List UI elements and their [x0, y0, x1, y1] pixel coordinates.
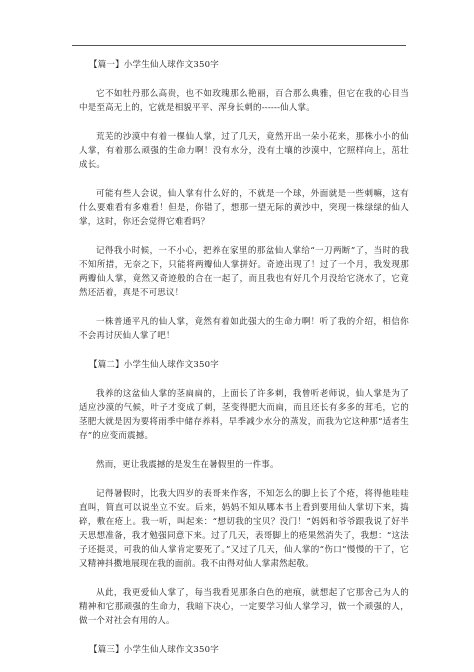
paragraph: 它不如牡丹那么高贵，也不如玫瑰那么艳丽，百合那么典雅，但它在我的心目当中是至高无上的，它就是相貌平平、浑身长刺的------仙人掌。 — [79, 89, 409, 113]
section-heading: 【篇一】小学生仙人球作文350字 — [89, 60, 219, 70]
section-heading: 【篇二】小学生仙人球作文350字 — [89, 360, 219, 370]
paragraph: 一株普通平凡的仙人掌，竟然有着如此强大的生命力啊！听了我的介绍，相信你不会再讨厌仙人掌了吧！ — [79, 317, 409, 341]
section-1 — [79, 58, 409, 343]
paragraph: 记得暑假时，比我大四岁的表哥来作客，不知怎么的脚上长了个疮，将得他哇哇直叫，简直可以说坐立不安。后来，妈妈不知从哪本书上看到要用仙人掌切下来，捣碎，敷在疮上。我一听，叫起来：“想切我的宝贝？没门！”妈妈和爷爷跟我说了好半天思想准备，我才勉强同意下来。过了几天，表哥脚上的疮果然消失了，我想：“这法子还挺灵，可我的仙人掌肯定要死了。”又过了几天，仙人掌的“伤口”慢慢的干了，它又精神抖擞地展现在我的面前。我不由得对仙人掌肃然起敬。 — [79, 489, 409, 569]
top-divider — [72, 45, 406, 46]
paragraph: 从此，我更爱仙人掌了，每当我看见那条白色的疤痕，就想起了它那舍己为人的精神和它那顽强的生命力，我暗下决心，一定要学习仙人掌学习，做一个顽强的人，做一个对社会有用的人。 — [79, 588, 409, 626]
paragraph: 我养的这盆仙人掌的茎扁扁的，上面长了许多刺，我曾听老师说，仙人掌是为了适应沙漠的气候，叶子才变成了刺，茎变得肥大而扁，而且还长有多多的茸毛，它的茎肥大就是因为要将雨季中储存养料，早季减少水分的蒸发，而我为它这种那“适者生存”的应变而震撼。 — [79, 389, 409, 441]
paragraph: 荒芜的沙漠中有着一棵仙人掌，过了几天，竟然开出一朵小花来，那株小小的仙人掌，有着那么顽强的生命力啊！没有水分，没有土壤的沙漠中，它照样向上，茁壮成长。 — [79, 132, 409, 170]
article-body — [79, 58, 409, 672]
section-2 — [79, 358, 409, 628]
paragraph: 然而，更让我震撼的是发生在暑假里的一件事。 — [96, 460, 279, 470]
paragraph: 可能有些人会说，仙人掌有什么好的，不就是一个球，外面就是一些刺嘛，这有什么要难看有多难看！但是，你错了，想那一望无际的黄沙中，突现一株绿绿的仙人掌，这时，你还会觉得它难看吗？ — [79, 189, 409, 227]
paragraph: 记得我小时候，一不小心，把养在家里的那盆仙人掌给“一刀两断”了，当时的我不知所措，无奈之下，只能将两瓣仙人掌拼好。奇迹出现了！过了一个月，我发现那两瓣仙人掌，竟然又奇迹般的合在一起了，而且我也有好几个月没给它浇水了，它竟然还活着，真是不可思议！ — [79, 246, 409, 298]
section-heading: 【篇三】小学生仙人球作文350字 — [89, 645, 219, 655]
section-3 — [79, 643, 409, 657]
